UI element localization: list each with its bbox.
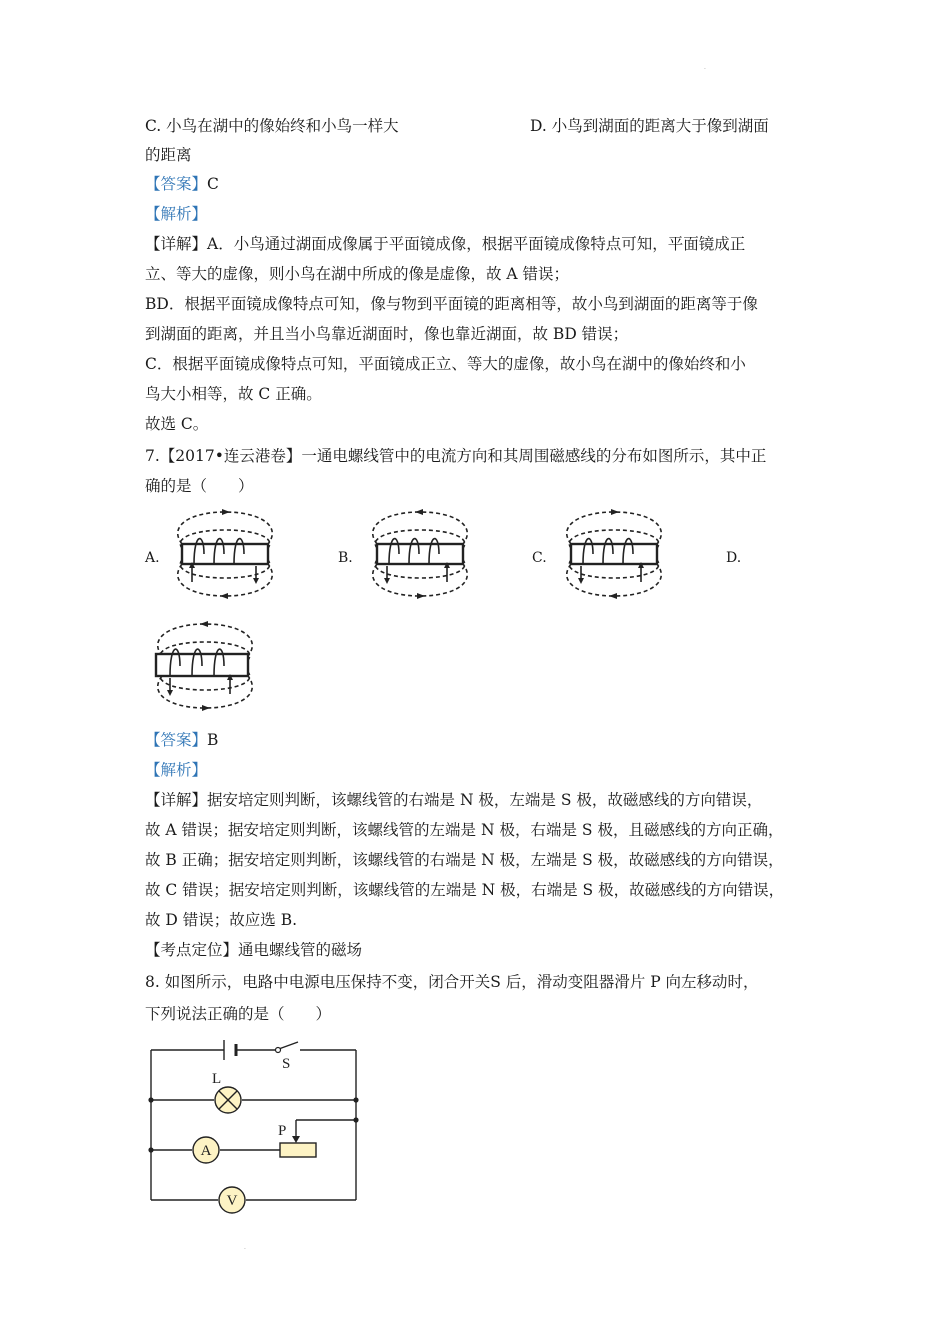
option-c: C. 小鸟在湖中的像始终和小鸟一样大 [145,117,399,135]
detail-text: C．根据平面镜成像特点可知，平面镜成正立、等大的虚像，故小鸟在湖中的像始终和小 [145,355,746,373]
switch-pivot [276,1048,281,1053]
option-label-c: C. [532,550,547,566]
detail-text: 到湖面的距离，并且当小鸟靠近湖面时，像也靠近湖面，故 BD 错误； [145,325,629,343]
option-label-a: A. [145,550,160,566]
detail-line [145,790,762,810]
analysis-tag: 【解析】 [145,761,208,779]
point-line [145,940,362,960]
detail-text: 鸟大小相等，故 C 正确。 [145,385,322,403]
point-tag: 【考点定位】 [145,941,239,959]
detail-text: 故 A 错误；据安培定则判断，该螺线管的左端是 N 极，右端是 S 极，且磁感线的方向正确， [145,821,784,839]
ammeter-label: A [200,1143,212,1159]
analysis-tag: 【解析】 [145,205,208,223]
detail-tag: 【详解】 [145,235,208,253]
voltmeter-label: V [226,1193,238,1209]
question-8-line: 8. 如图所示，电路中电源电压保持不变，闭合开关S 后，滑动变阻器滑片 P 向左移动时， [145,973,759,991]
question-7-line: 7.【2017•连云港卷】一通电螺线管中的电流方向和其周围磁感线的分布如图所示，其中正 [145,447,767,465]
stray-dot: · [244,1246,246,1253]
solenoid-figure-c [549,506,679,602]
detail-line [145,234,745,254]
answer-tag: 【答案】 [145,175,208,193]
detail-text: 故 D 错误；故应选 B. [145,911,298,929]
solenoid-figure-d [140,618,270,714]
slider-arrow-icon [292,1136,300,1143]
rheostat-icon [280,1143,316,1157]
option-label-d: D. [726,550,742,566]
circuit-diagram [140,1030,370,1220]
detail-text: 立、等大的虚像，则小鸟在湖中所成的像是虚像，故 A 错误； [145,265,570,283]
option-d-continued: 的距离 [145,146,192,164]
stray-dot: · [704,66,706,73]
point-text: 通电螺线管的磁场 [238,941,363,959]
answer-tag: 【答案】 [145,731,208,749]
detail-text: 故 C 错误；据安培定则判断，该螺线管的左端是 N 极，右端是 S 极，故磁感线的方向错误， [145,881,785,899]
detail-text: 据安培定则判断，该螺线管的右端是 N 极，左端是 S 极，故磁感线的方向错误， [207,791,763,809]
switch-label: S [282,1056,291,1072]
detail-text: A．小鸟通过湖面成像属于平面镜成像，根据平面镜成像特点可知，平面镜成正 [207,235,746,253]
answer-value: C [207,175,219,193]
solenoid-figure-a [160,506,290,602]
lamp-label: L [212,1071,222,1087]
detail-tag: 【详解】 [145,791,208,809]
detail-text: 故 B 正确；据安培定则判断，该螺线管的右端是 N 极，左端是 S 极，故磁感线的方向错误， [145,851,784,869]
answer-line [145,730,218,750]
answer-value: B [207,731,219,749]
solenoid-figure-b [355,506,485,602]
option-label-b: B. [338,550,353,566]
question-8-line: 下列说法正确的是（ ） [145,1005,332,1023]
option-d: D. 小鸟到湖面的距离大于像到湖面 [530,117,769,135]
slider-label: P [278,1123,287,1139]
detail-text: 故选 C。 [145,415,209,433]
answer-line [145,174,219,194]
question-7-line: 确的是（ ） [145,477,254,495]
detail-text: BD．根据平面镜成像特点可知，像与物到平面镜的距离相等，故小鸟到湖面的距离等于像 [145,295,758,313]
